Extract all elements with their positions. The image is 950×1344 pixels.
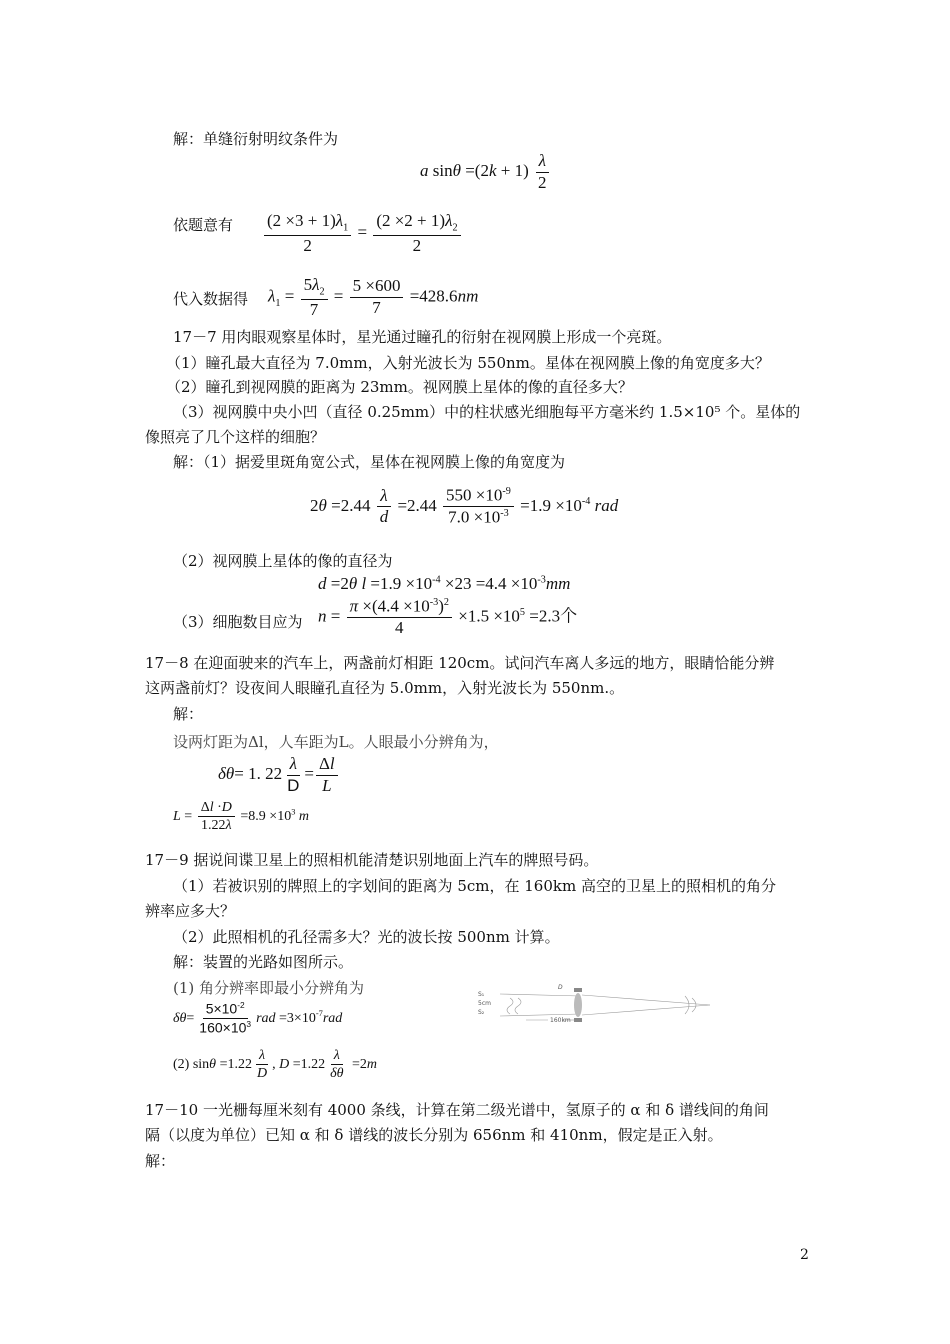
optical-path-diagram (470, 980, 720, 1028)
equation-lambda1: $\lambda_1$ = $\frac{5\lambda_2}{7}$ = $\frac{5 \times 600}{7}$ =428.6nm (268, 275, 479, 319)
solution-17-9: 解：装置的光路如图所示。 (173, 953, 354, 971)
problem-17-9-part2: （2）此照相机的孔径需多大？光的波长按 500nm 计算。 (173, 928, 560, 946)
substitute-label: 代入数据得 (173, 290, 249, 308)
page-number: 2 (800, 1247, 809, 1263)
equation-cell-count: n = $\frac{\pi \times(4.4 \times 10^{-3})^2}{4}$ $\times 1.5 \times 10^5 =2.3$个 (318, 596, 578, 638)
solution-17-8-setup: 设两灯距为Δl，人车距为L。人眼最小分辨角为， (173, 733, 499, 751)
problem-17-9-part1: （1）若被识别的牌照上的字划间的距离为 5cm，在 160km 高空的卫星上的照相机的角分 (173, 877, 776, 895)
label-s1: S₁ (478, 991, 485, 998)
solution-17-8-label: 解： (173, 705, 204, 723)
equation-condition: $\frac{(2 \times 3 + 1)\lambda_1}{2}$ = $\frac{(2 \times 2 + 1)\lambda_2}{2}$ (262, 212, 463, 255)
solution-17-9-part1: (1) 角分辨率即最小分辨角为 (173, 979, 365, 997)
problem-17-9: 17－9 据说间谍卫星上的照相机能清楚识别地面上汽车的牌照号码。 (145, 851, 599, 869)
problem-17-10-cont: 隔（以度为单位）已知 α 和 δ 谱线的波长分别为 656nm 和 410nm，假定是正入射。 (145, 1126, 723, 1144)
solution-intro: 解：单缝衍射明纹条件为 (173, 130, 339, 148)
problem-17-10: 17－10 一光栅每厘米刻有 4000 条线，计算在第二级光谱中，氢原子的 α 和 δ 谱线间的角间 (145, 1101, 769, 1119)
problem-17-9-part1-cont: 辨率应多大？ (145, 902, 236, 920)
problem-17-7-part3: （3）视网膜中央小凹（直径 0.25mm）中的柱状感光细胞每平方毫米约 1.5×10⁵ 个。星体的 (173, 403, 801, 421)
given-label: 依题意有 (173, 216, 234, 234)
equation-angular-resolution: δθ= $\frac{5\times 10^{-2}}{160\times 10^3}$ rad $=3\times 10^{-7}rad$ (173, 1000, 343, 1036)
equation-aperture: (2) sinθ =1.22 $\frac{\lambda}{D}$ , D =1.22 $\frac{\lambda}{\delta\theta}$ =2m (173, 1048, 378, 1082)
equation-angular-width: 2θ =2.44 $\frac{\lambda}{d}$ =2.44 $\frac{550 \times 10^{-9}}{7.0 \times 10^{-3}}$ $=1.9 \times 10^{-4}$ rad (310, 485, 619, 527)
label-160km: 160km (550, 1017, 571, 1024)
solution-17-7-part3: （3）细胞数目应为 (173, 613, 303, 631)
problem-17-7: 17－7 用肉眼观察星体时，星光通过瞳孔的衍射在视网膜上形成一个亮斑。 (173, 328, 672, 346)
lens-icon (574, 993, 582, 1017)
label-s2: S₂ (478, 1009, 485, 1016)
label-5cm: 5cm (478, 1000, 491, 1007)
label-d: D (558, 984, 563, 991)
equation-single-slit: a sinθ =(2k + 1) $\frac{\lambda}{2}$ (420, 152, 552, 192)
problem-17-7-part3-cont: 像照亮了几个这样的细胞？ (145, 428, 326, 446)
problem-17-7-part1: （1）瞳孔最大直径为 7.0mm，入射光波长为 550nm。星体在视网膜上像的角宽度多大？ (166, 354, 770, 372)
equation-distance: L = $\frac{\Delta l \cdot D}{1.22\lambda}$ $=8.9 \times 10^3$ m (173, 800, 310, 834)
problem-17-8-cont: 这两盏前灯？设夜间人眼瞳孔直径为 5.0mm，入射光波长为 550nm.。 (145, 679, 625, 697)
equation-resolution-angle: δθ= 1. 22 $\frac{\lambda}{D}$ = $\frac{\Delta l}{L}$ (218, 755, 340, 795)
solution-17-7: 解：（1）据爱里斑角宽公式，星体在视网膜上像的角宽度为 (173, 453, 566, 471)
solution-17-10-label: 解： (145, 1152, 176, 1170)
equation-image-diameter: d =2θ $l =1.9 \times 10^{-4} \times 23 =4.4 \times 10^{-3}mm$ (318, 574, 571, 593)
solution-17-7-part2: （2）视网膜上星体的像的直径为 (173, 552, 393, 570)
problem-17-7-part2: （2）瞳孔到视网膜的距离为 23mm。视网膜上星体的像的直径多大？ (166, 378, 633, 396)
problem-17-8: 17－8 在迎面驶来的汽车上，两盏前灯相距 120cm。试问汽车离人多远的地方，眼睛恰能分辨 (145, 654, 775, 672)
